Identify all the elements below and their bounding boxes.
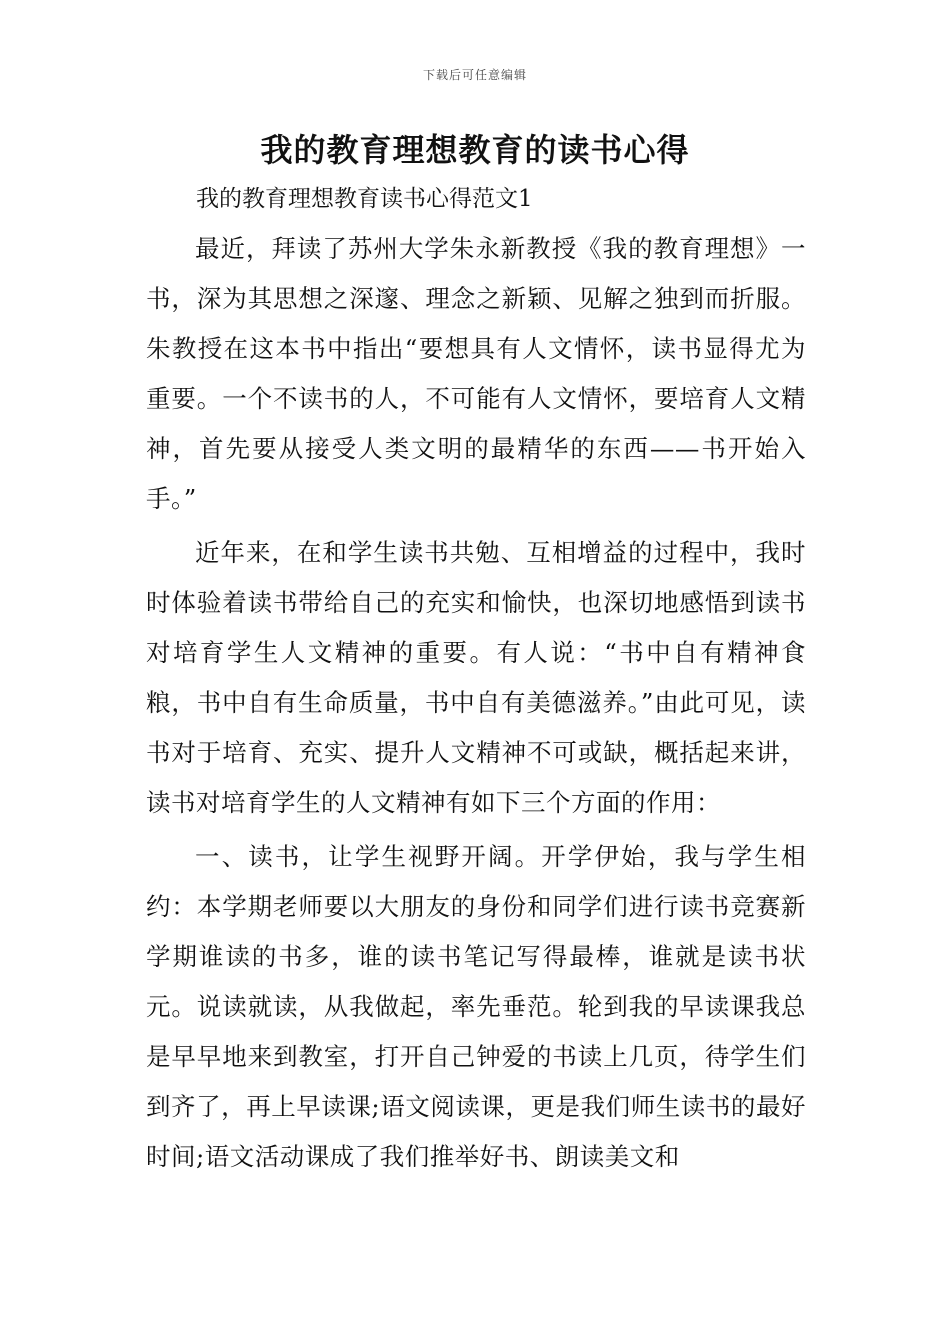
paragraph-1: 最近，拜读了苏州大学朱永新教授《我的教育理想》一书，深为其思想之深邃、理念之新颖、见解之独到而折服。朱教授在这本书中指出“要想具有人文情怀，读书显得尤为重要。一个不读书的人，不可能有人文情怀，要培育人文精神，首先要从接受人类文明的最精华的东西——书开始入手。” — [146, 234, 806, 513]
header-note: 下载后可任意编辑 — [422, 68, 527, 82]
paragraph-2: 近年来，在和学生读书共勉、互相增益的过程中，我时时体验着读书带给自己的充实和愉快，也深切地感悟到读书对培育学生人文精神的重要。有人说：“书中自有精神食粮，书中自有生命质量，书中自有美德滋养。”由此可见，读书对于培育、充实、提升人文精神不可或缺，概括起来讲，读书对培育学生的人文精神有如下三个方面的作用： — [146, 538, 806, 817]
document-subtitle: 我的教育理想教育读书心得范文1 — [196, 186, 533, 212]
document-body — [146, 224, 806, 1182]
paragraph-3: 一、读书，让学生视野开阔。开学伊始，我与学生相约：本学期老师要以大朋友的身份和同学们进行读书竞赛新学期谁读的书多，谁的读书笔记写得最棒，谁就是读书状元。说读就读，从我做起，率先垂范。轮到我的早读课我总是早早地来到教室，打开自己钟爱的书读上几页，待学生们到齐了，再上早读课;语文阅读课，更是我们师生读书的最好时间;语文活动课成了我们推举好书、朗读美文和 — [146, 842, 806, 1171]
document-title: 我的教育理想教育的读书心得 — [260, 131, 690, 169]
